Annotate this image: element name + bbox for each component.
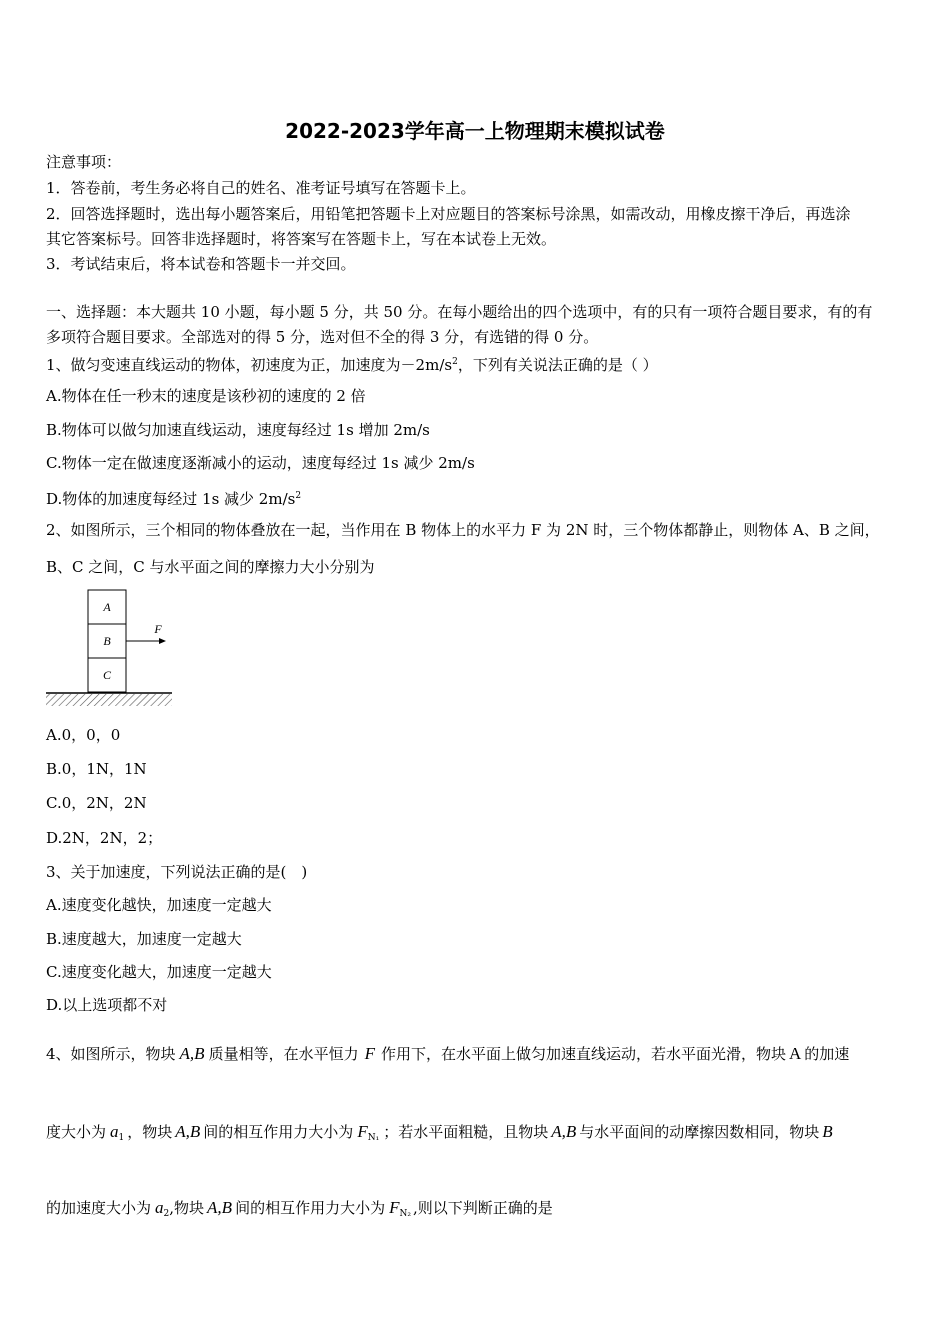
q4-text: 间的相互作用力大小为 [203, 1123, 354, 1141]
q2-option-a: A.0，0，0 [46, 726, 121, 744]
block-c-label: C [102, 668, 112, 682]
q4-text: ,物块 [169, 1199, 205, 1217]
ground-hatch [46, 694, 172, 706]
q4-text: 4、如图所示，物块 [46, 1045, 176, 1063]
q3-option-a: A.速度变化越快，加速度一定越大 [46, 896, 272, 914]
note-2-line-1: 2．回答选择题时，选出每小题答案后，用铅笔把答题卡上对应题目的答案标号涂黑，如需改动，用橡皮擦干净后，再选涂 [46, 205, 851, 223]
q4-text: ，物块 [127, 1123, 173, 1141]
q4-symbol-ab: A,B [551, 1122, 577, 1141]
note-2-line-2: 其它答案标号。回答非选择题时，将答案写在答题卡上，写在本试卷上无效。 [46, 230, 557, 248]
q4-text: ；若水平面粗糙，且物块 [383, 1123, 549, 1141]
q1-option-b: B.物体可以做匀加速直线运动，速度每经过 1s 增加 2m/s [46, 421, 430, 439]
q2-stem-line-2: B、C 之间，C 与水平面之间的摩擦力大小分别为 [46, 558, 375, 576]
note-3: 3．考试结束后，将本试卷和答题卡一并交回。 [46, 255, 356, 273]
q4-symbol-ab: A,B [207, 1198, 233, 1217]
q4-text: 作用下，在水平面上做匀加速直线运动，若水平面光滑，物块 [380, 1045, 786, 1063]
q1-option-c: C.物体一定在做速度逐渐减小的运动，速度每经过 1s 减少 2m/s [46, 454, 475, 472]
q4-text: 与水平面间的动摩擦因数相同，物块 [579, 1123, 820, 1141]
q4-subscript-1: 1 [118, 1133, 125, 1143]
q4-subscript-2: 2 [163, 1209, 170, 1219]
q1-option-d-superscript: 2 [295, 491, 302, 501]
q1-stem [46, 352, 658, 375]
q1-option-d-text: D.物体的加速度每经过 1s 减少 2m/s [46, 490, 296, 508]
q4-symbol-fn2: F [389, 1198, 400, 1217]
q2-stem-line-1: 2、如图所示，三个相同的物体叠放在一起，当作用在 B 物体上的水平力 F 为 2N 时，三个物体都静止，则物体 A、B 之间， [46, 521, 880, 539]
force-label: F [154, 622, 162, 636]
q1-option-d [46, 486, 301, 509]
q4-text: 度大小为 [46, 1123, 107, 1141]
stacked-blocks-figure [44, 586, 176, 710]
block-b-label: B [103, 634, 111, 648]
q4-line-3 [46, 1198, 553, 1224]
q4-text: 的加速度大小为 [46, 1199, 152, 1217]
force-arrow-head [159, 638, 166, 644]
q3-option-d: D.以上选项都不对 [46, 996, 168, 1014]
q4-subscript-n2: N₂ [399, 1209, 411, 1219]
q4-symbol-a: A [789, 1044, 802, 1063]
q3-option-c: C.速度变化越大，加速度一定越大 [46, 963, 272, 981]
notes-heading: 注意事项： [46, 153, 122, 171]
q4-symbol-a2: a [155, 1198, 164, 1217]
q4-text: 间的相互作用力大小为 [235, 1199, 386, 1217]
q1-option-a: A.物体在任一秒末的速度是该秒初的速度的 2 倍 [46, 387, 366, 405]
q1-stem-tail: ，下列有关说法正确的是（ ） [457, 356, 658, 374]
q4-subscript-n1: N₁ [367, 1133, 380, 1143]
q4-line-1 [46, 1044, 849, 1064]
q4-symbol-ab: A,B [175, 1122, 201, 1141]
q3-stem: 3、关于加速度，下列说法正确的是( ) [46, 863, 308, 881]
q4-line-2 [46, 1122, 833, 1148]
block-a-label: A [103, 600, 111, 614]
q4-symbol-fn1: F [357, 1122, 368, 1141]
q4-symbol-b: B [822, 1122, 833, 1141]
q2-option-d: D.2N，2N，2； [46, 829, 163, 847]
section-intro-line-2: 多项符合题目要求。全部选对的得 5 分，选对但不全的得 3 分，有选错的得 0 分。 [46, 328, 599, 346]
q1-stem-text: 1、做匀变速直线运动的物体，初速度为正，加速度为－2m/s [46, 356, 453, 374]
q3-option-b: B.速度越大，加速度一定越大 [46, 930, 242, 948]
q4-symbol-f: F [364, 1044, 375, 1063]
q4-text: 质量相等，在水平恒力 [208, 1045, 359, 1063]
q4-symbol-a1: a [110, 1122, 119, 1141]
q2-option-c: C.0，2N，2N [46, 794, 147, 812]
q4-symbol-ab: A,B [179, 1044, 205, 1063]
q1-stem-superscript: 2 [452, 357, 458, 367]
q2-option-b: B.0，1N，1N [46, 760, 147, 778]
q4-text: ,则以下判断正确的是 [412, 1199, 553, 1217]
note-1: 1．答卷前，考生务必将自己的姓名、准考证号填写在答题卡上。 [46, 179, 476, 197]
exam-title: 2022-2023学年高一上物理期末模拟试卷 [285, 119, 665, 143]
q4-text: 的加速 [804, 1045, 850, 1063]
section-intro-line-1: 一、选择题：本大题共 10 小题，每小题 5 分，共 50 分。在每小题给出的四个选项中，有的只有一项符合题目要求，有的有 [46, 303, 873, 321]
